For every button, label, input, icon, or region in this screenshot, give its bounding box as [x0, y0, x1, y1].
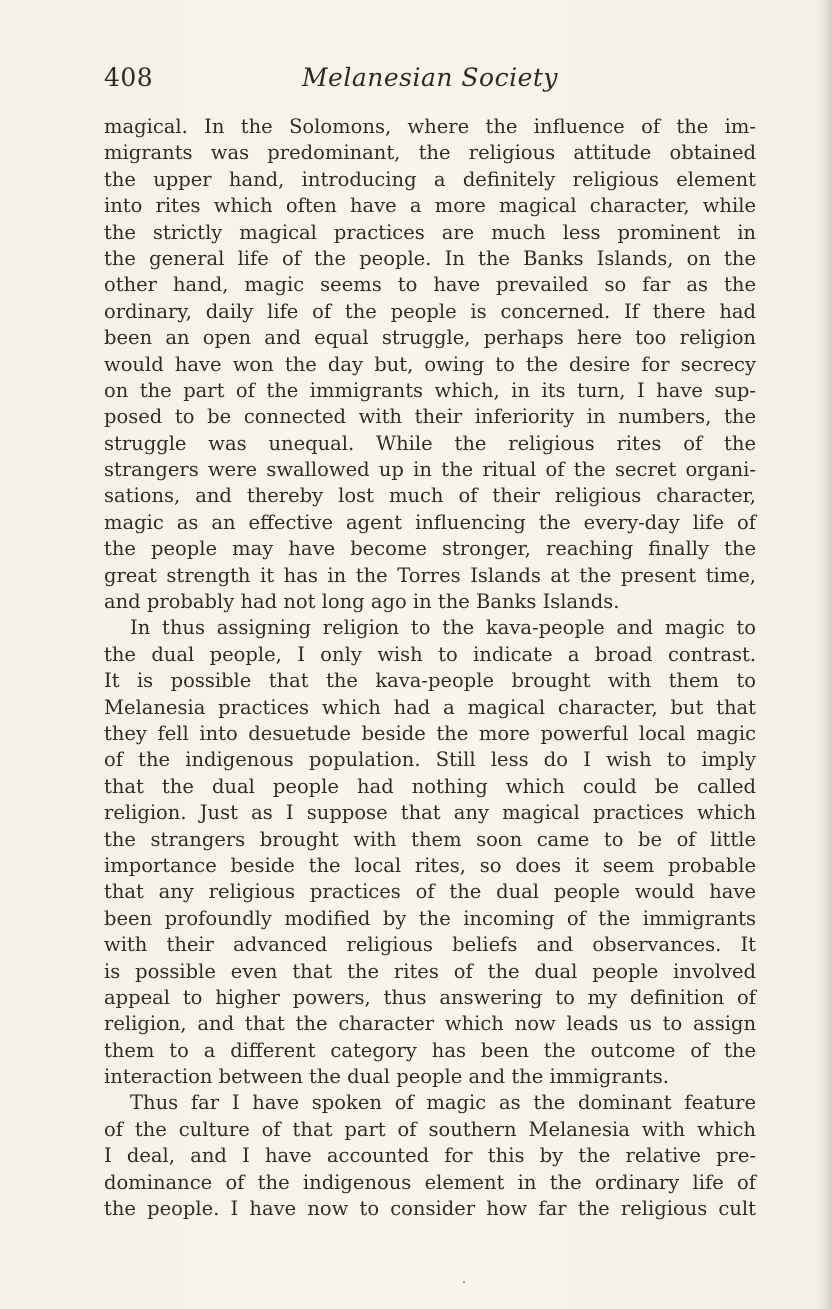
page-number: 408: [104, 63, 154, 92]
text-line: the people. I have now to consider how far the religious cult: [104, 1197, 756, 1221]
text-line: the people may have become stronger, reaching finally the: [104, 537, 756, 561]
text-line: posed to be connected with their inferiority in numbers, the: [104, 405, 756, 429]
text-line: on the part of the immigrants which, in its turn, I have sup-: [104, 378, 756, 402]
text-line: with their advanced religious beliefs and observances. It: [104, 933, 756, 957]
page-header: [104, 60, 756, 100]
text-line: great strength it has in the Torres Islands at the present time,: [104, 563, 756, 587]
text-line: the strictly magical practices are much less prominent in: [104, 220, 756, 244]
text-line: dominance of the indigenous element in the ordinary life of: [104, 1170, 756, 1194]
text-line: migrants was predominant, the religious attitude obtained: [104, 141, 756, 165]
text-line: is possible even that the rites of the dual people involved: [104, 959, 756, 983]
paragraph-end-line: interaction between the dual people and the immigrants.: [104, 1065, 669, 1089]
text-line: of the indigenous population. Still less do I wish to imply: [104, 748, 756, 772]
text-line: It is possible that the kava-people brought with them to: [104, 669, 756, 693]
text-line: appeal to higher powers, thus answering to my definition of: [104, 985, 756, 1009]
page-edge-shadow: [818, 0, 832, 1309]
paragraph-end-line: and probably had not long ago in the Banks Islands.: [104, 590, 620, 614]
text-line: the strangers brought with them soon came to be of little: [104, 827, 756, 851]
text-line: importance beside the local rites, so does it seem probable: [104, 853, 756, 877]
text-line: religion. Just as I suppose that any magical practices which: [104, 801, 756, 825]
text-line: I deal, and I have accounted for this by the relative pre-: [104, 1144, 756, 1168]
body-text: [104, 114, 756, 1222]
text-line: of the culture of that part of southern Melanesia with which: [104, 1117, 756, 1141]
text-line: Melanesia practices which had a magical character, but that: [104, 695, 756, 719]
text-line: strangers were swallowed up in the ritual of the secret organi-: [104, 458, 756, 482]
text-line: ordinary, daily life of the people is concerned. If there had: [104, 299, 756, 323]
text-line: sations, and thereby lost much of their religious character,: [104, 484, 756, 508]
text-line: magic as an effective agent influencing the every-day life of: [104, 510, 756, 534]
text-line: that the dual people had nothing which could be called: [104, 774, 756, 798]
text-line: they fell into desuetude beside the more powerful local magic: [104, 721, 756, 745]
running-title: Melanesian Society: [301, 63, 559, 92]
text-line: would have won the day but, owing to the desire for secrecy: [104, 352, 756, 376]
text-line: the upper hand, introducing a definitely religious element: [104, 167, 756, 191]
text-line: been an open and equal struggle, perhaps here too religion: [104, 326, 756, 350]
text-line: magical. In the Solomons, where the influence of the im-: [104, 115, 756, 138]
text-line: that any religious practices of the dual people would have: [104, 880, 756, 904]
paragraph-start-line: Thus far I have spoken of magic as the dominant feature: [130, 1091, 756, 1115]
text-line: the dual people, I only wish to indicate a broad contrast.: [104, 642, 756, 666]
text-line: religion, and that the character which now leads us to assign: [104, 1012, 756, 1036]
text-line: struggle was unequal. While the religious rites of the: [104, 431, 756, 455]
text-line: other hand, magic seems to have prevailed so far as the: [104, 273, 756, 297]
text-line: them to a different category has been the outcome of the: [104, 1038, 756, 1062]
paragraph-start-line: In thus assigning religion to the kava-people and magic to: [130, 616, 756, 640]
text-line: into rites which often have a more magical character, while: [104, 194, 756, 218]
paper-speck: [463, 1281, 465, 1283]
text-line: the general life of the people. In the Banks Islands, on the: [104, 246, 756, 270]
text-line: been profoundly modified by the incoming of the immigrants: [104, 906, 756, 930]
